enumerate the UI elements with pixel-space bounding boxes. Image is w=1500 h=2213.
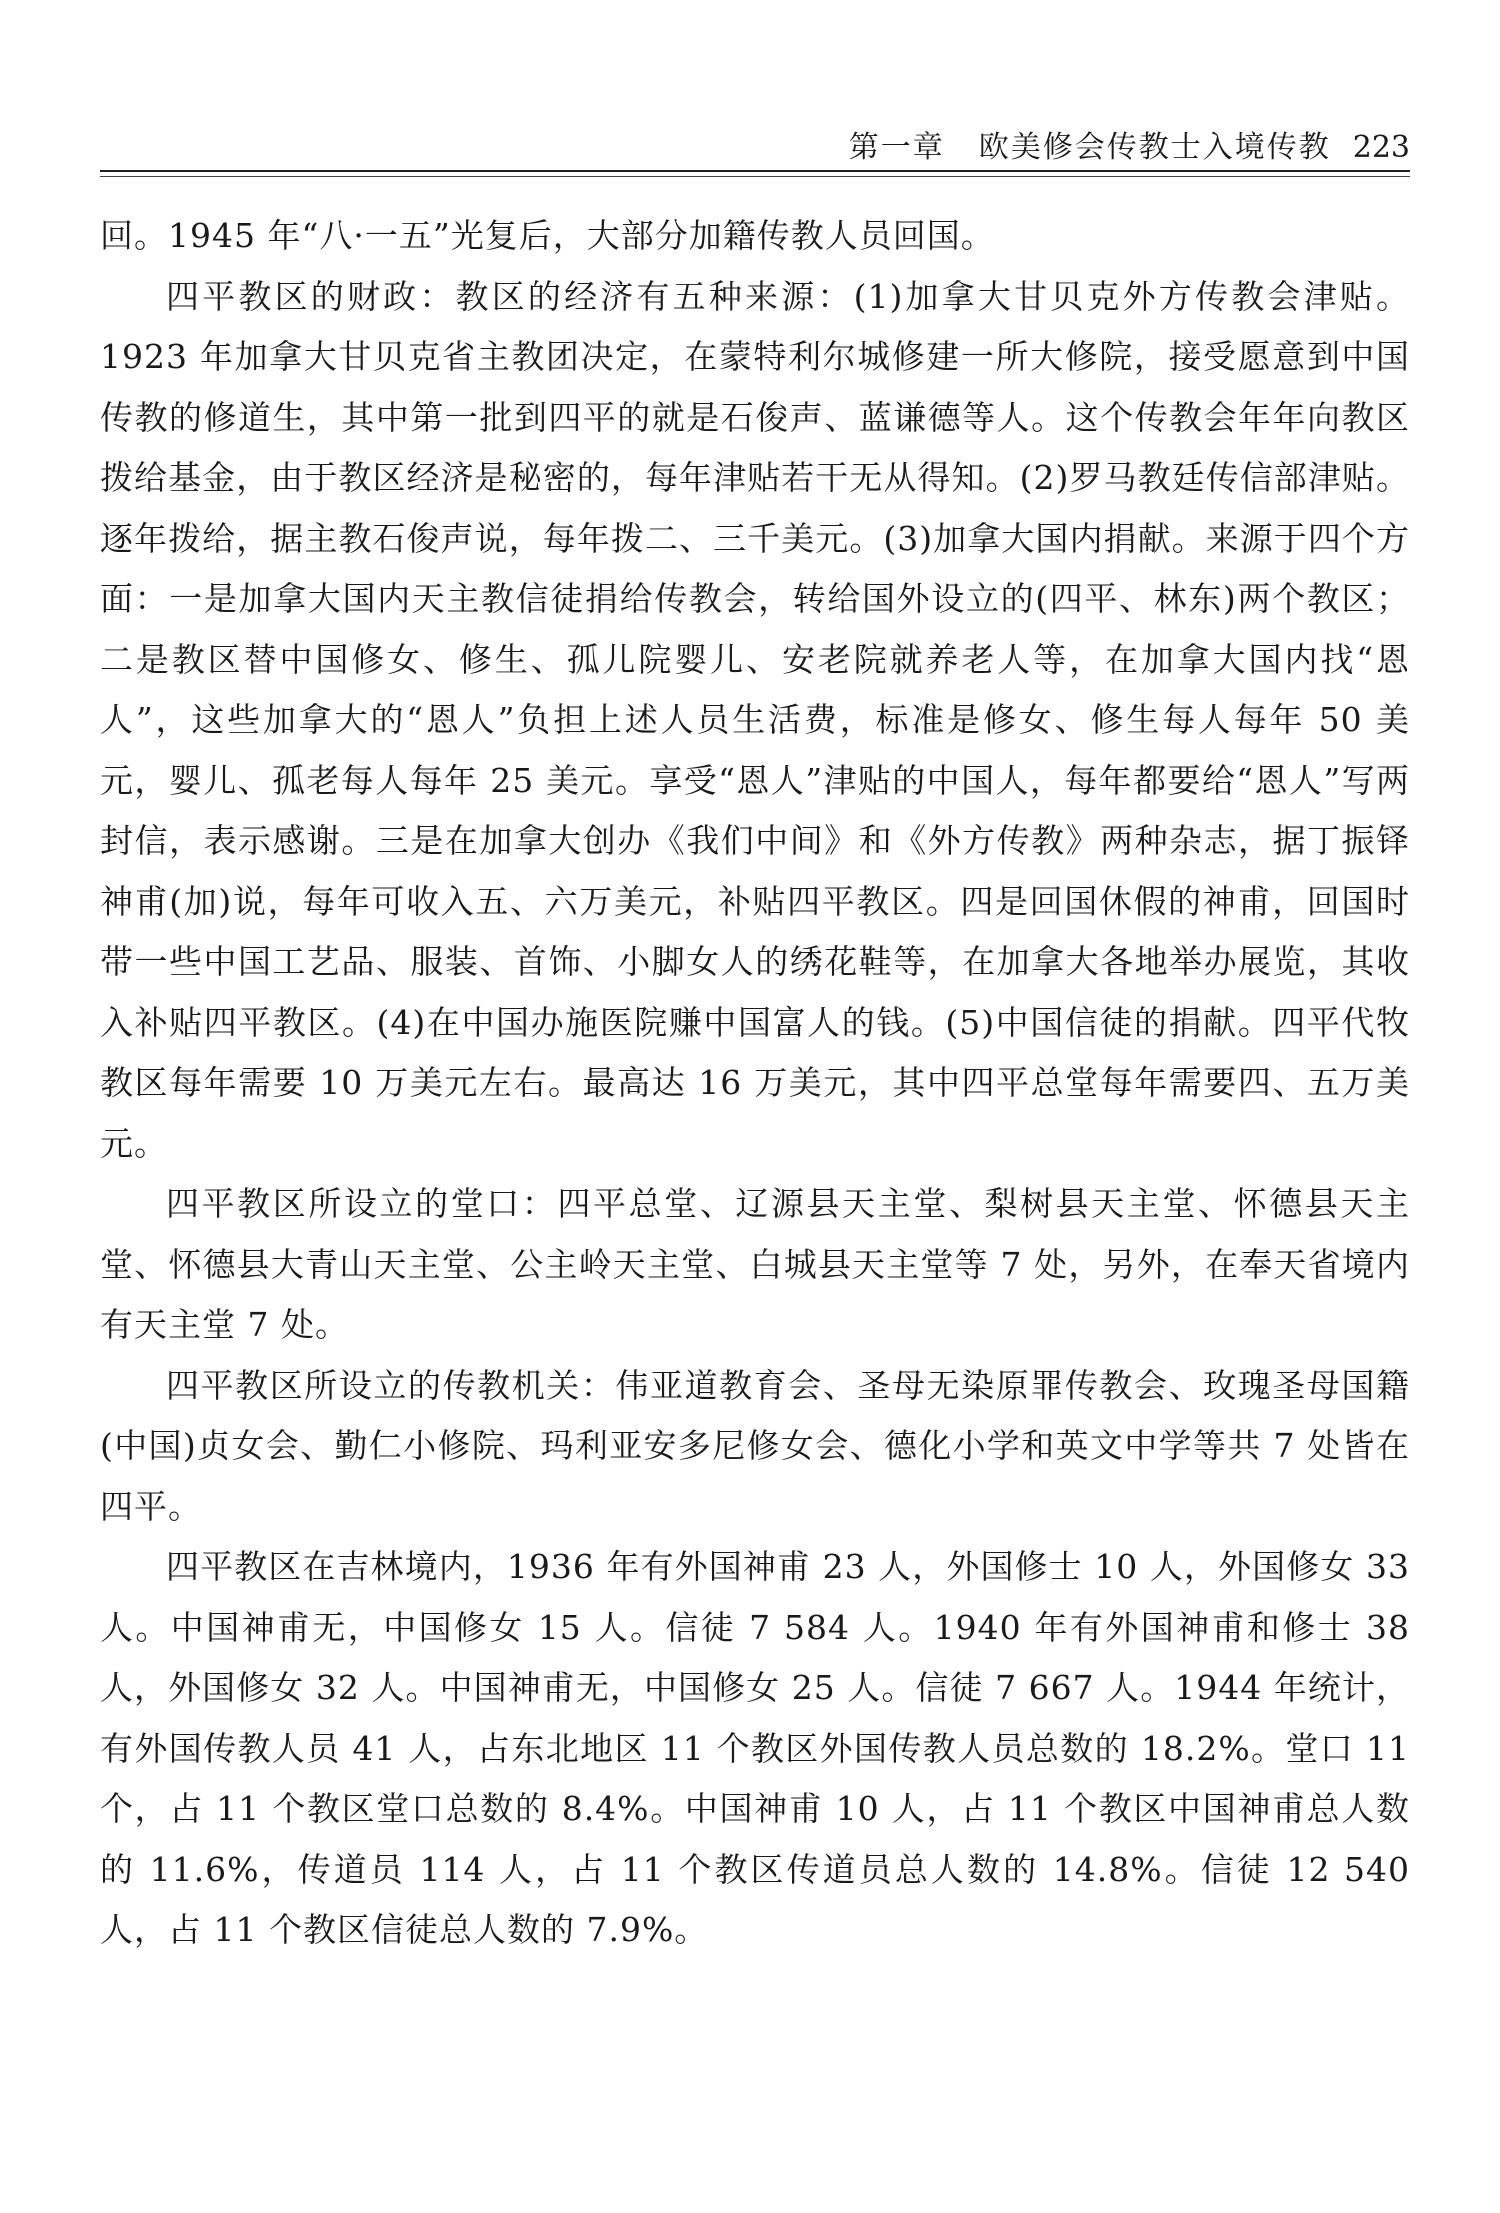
page-header [100,118,1410,174]
paragraph-finance: 四平教区的财政：教区的经济有五种来源：(1)加拿大甘贝克外方传教会津贴。1923 年加拿大甘贝克省主教团决定，在蒙特利尔城修建一所大修院，接受愿意到中国传教的修道生，其中第一批到四平的就是石俊声、蓝谦德等人。这个传教会年年向教区拨给基金，由于教区经济是秘密的，每年津贴若干无从得知。(2)罗马教廷传信部津贴。逐年拨给，据主教石俊声说，每年拨二、三千美元。(3)加拿大国内捐献。来源于四个方面：一是加拿大国内天主教信徒捐给传教会，转给国外设立的(四平、林东)两个教区；二是教区替中国修女、修生、孤儿院婴儿、安老院就养老人等，在加拿大国内找“恩人”，这些加拿大的“恩人”负担上述人员生活费，标准是修女、修生每人每年 50 美元，婴儿、孤老每人每年 25 美元。享受“恩人”津贴的中国人，每年都要给“恩人”写两封信，表示感谢。三是在加拿大创办《我们中间》和《外方传教》两种杂志，据丁振铎神甫(加)说，每年可收入五、六万美元，补贴四平教区。四是回国休假的神甫，回国时带一些中国工艺品、服装、首饰、小脚女人的绣花鞋等，在加拿大各地举办展览，其收入补贴四平教区。(4)在中国办施医院赚中国富人的钱。(5)中国信徒的捐献。四平代牧教区每年需要 10 万美元左右。最高达 16 万美元，其中四平总堂每年需要四、五万美元。 [100,276,1411,1163]
paragraph-continuation: 回。1945 年“八·一五”光复后，大部分加籍传教人员回国。 [100,216,995,255]
paragraph-churches: 四平教区所设立的堂口：四平总堂、辽源县天主堂、梨树县天主堂、怀德县天主堂、怀德县大青山天主堂、公主岭天主堂、白城县天主堂等 7 处，另外，在奉天省境内有天主堂 7 处。 [100,1184,1410,1344]
chapter-label: 第一章 [848,130,945,165]
paragraph-statistics: 四平教区在吉林境内，1936 年有外国神甫 23 人，外国修士 10 人，外国修女 33 人。中国神甫无，中国修女 15 人。信徒 7 584 人。1940 年有外国神甫和修士 38 人，外国修女 32 人。中国神甫无，中国修女 25 人。信徒 7 667 人。1944 年统计，有外国传教人员 41 人，占东北地区 11 个教区外国传教人员总数的 18.2%。堂口 11 个，占 11 个教区堂口总数的 8.4%。中国神甫 10 人，占 11 个教区中国神甫总人数的 11.6%，传道员 114 人，占 11 个教区传道员总人数的 14.8%。信徒 12 540 人，占 11 个教区信徒总人数的 7.9%。 [100,1547,1410,1949]
running-head [849,122,1410,166]
page-number: 223 [1352,130,1410,165]
chapter-title: 欧美修会传教士入境传教 [978,130,1331,165]
body-text [100,206,1410,1961]
header-rule-thick [100,170,1410,172]
paragraph-institutions: 四平教区所设立的传教机关：伟亚道教育会、圣母无染原罪传教会、玫瑰圣母国籍(中国)贞女会、勤仁小修院、玛利亚安多尼修女会、德化小学和英文中学等共 7 处皆在四平。 [100,1365,1410,1526]
header-rule-thin [100,176,1410,177]
